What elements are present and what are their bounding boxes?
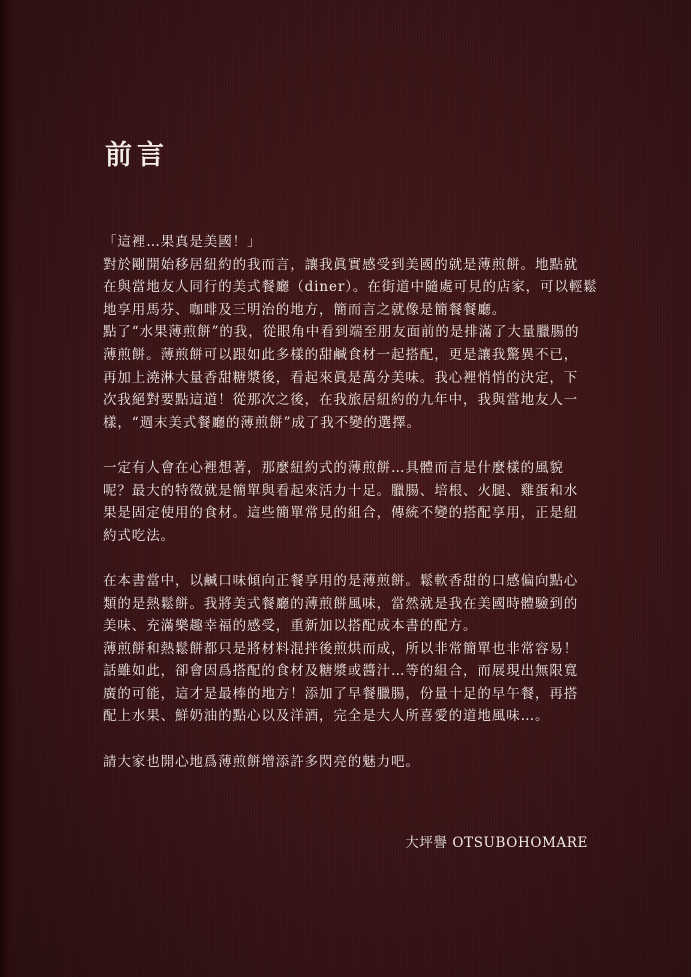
text-line: 果是固定使用的食材。這些簡單常見的組合，傳統不變的搭配享用，正是紐 — [103, 505, 579, 522]
preface-body — [103, 231, 598, 773]
page-title: 前言 — [105, 140, 169, 171]
paragraph-gap — [103, 434, 595, 457]
text-line: 呢？最大的特徵就是簡單與看起來活力十足。臘腸、培根、火腿、雞蛋和水 — [103, 482, 579, 499]
text-line: 廣的可能，這才是最棒的地方！添加了早餐臘腸，份量十足的早午餐，再搭 — [103, 685, 579, 702]
paragraph-3 — [103, 570, 595, 728]
text-line: 配上水果、鮮奶油的點心以及洋酒，完全是大人所喜愛的道地風味…。 — [103, 708, 550, 725]
paragraph-gap — [103, 547, 595, 570]
text-line: 薄煎餅和熱鬆餅都只是將材料混拌後煎烘而成，所以非常簡單也非常容易！ — [103, 640, 579, 657]
text-line: 請大家也開心地爲薄煎餅增添許多閃亮的魅力吧。 — [103, 753, 420, 770]
text-line: 次我絕對要點這道！從那次之後，在我旅居紐約的九年中，我與當地友人一 — [103, 392, 579, 409]
paragraph-2 — [103, 457, 595, 547]
text-line: 一定有人會在心裡想著，那麼紐約式的薄煎餅…具體而言是什麼樣的風貌 — [103, 459, 564, 476]
text-line: 話雖如此，卻會因爲搭配的食材及糖漿或醬汁…等的組合，而展現出無限寬 — [103, 663, 579, 680]
text-line: 點了“水果薄煎餅”的我，從眼角中看到端至朋友面前的是排滿了大量臘腸的 — [103, 324, 580, 341]
text-line: 約式吃法。 — [103, 527, 175, 544]
page-binding-shadow — [0, 0, 14, 977]
text-line: 對於剛開始移居紐約的我而言，讓我眞實感受到美國的就是薄煎餅。地點就 — [103, 256, 579, 273]
paragraph-gap — [103, 728, 595, 751]
text-line: 樣，“週末美式餐廳的薄煎餅”成了我不變的選擇。 — [103, 414, 422, 431]
paragraph-1 — [103, 231, 598, 434]
text-line: 「這裡…果真是美國！」 — [103, 234, 262, 250]
text-line: 在本書當中，以鹹口味傾向正餐享用的是薄煎餅。鬆軟香甜的口感偏向點心 — [103, 572, 579, 589]
text-line: 在與當地友人同行的美式餐廳（diner）。在街道中隨處可見的店家，可以輕鬆 — [103, 279, 598, 296]
author-signature: 大坪譽 OTSUBOHOMARE — [405, 835, 588, 851]
text-line: 美味、充滿樂趣幸福的感受，重新加以搭配成本書的配方。 — [103, 618, 478, 635]
text-line: 再加上澆淋大量香甜糖漿後，看起來眞是萬分美味。我心裡悄悄的決定，下 — [103, 369, 579, 386]
text-line: 薄煎餅。薄煎餅可以跟如此多樣的甜鹹食材一起搭配，更是讓我驚異不已， — [103, 346, 579, 363]
text-line: 類的是熱鬆餅。我將美式餐廳的薄煎餅風味，當然就是我在美國時體驗到的 — [103, 595, 579, 612]
paragraph-4 — [103, 751, 595, 774]
text-line: 地享用馬芬、咖啡及三明治的地方，簡而言之就像是簡餐餐廳。 — [103, 301, 507, 318]
